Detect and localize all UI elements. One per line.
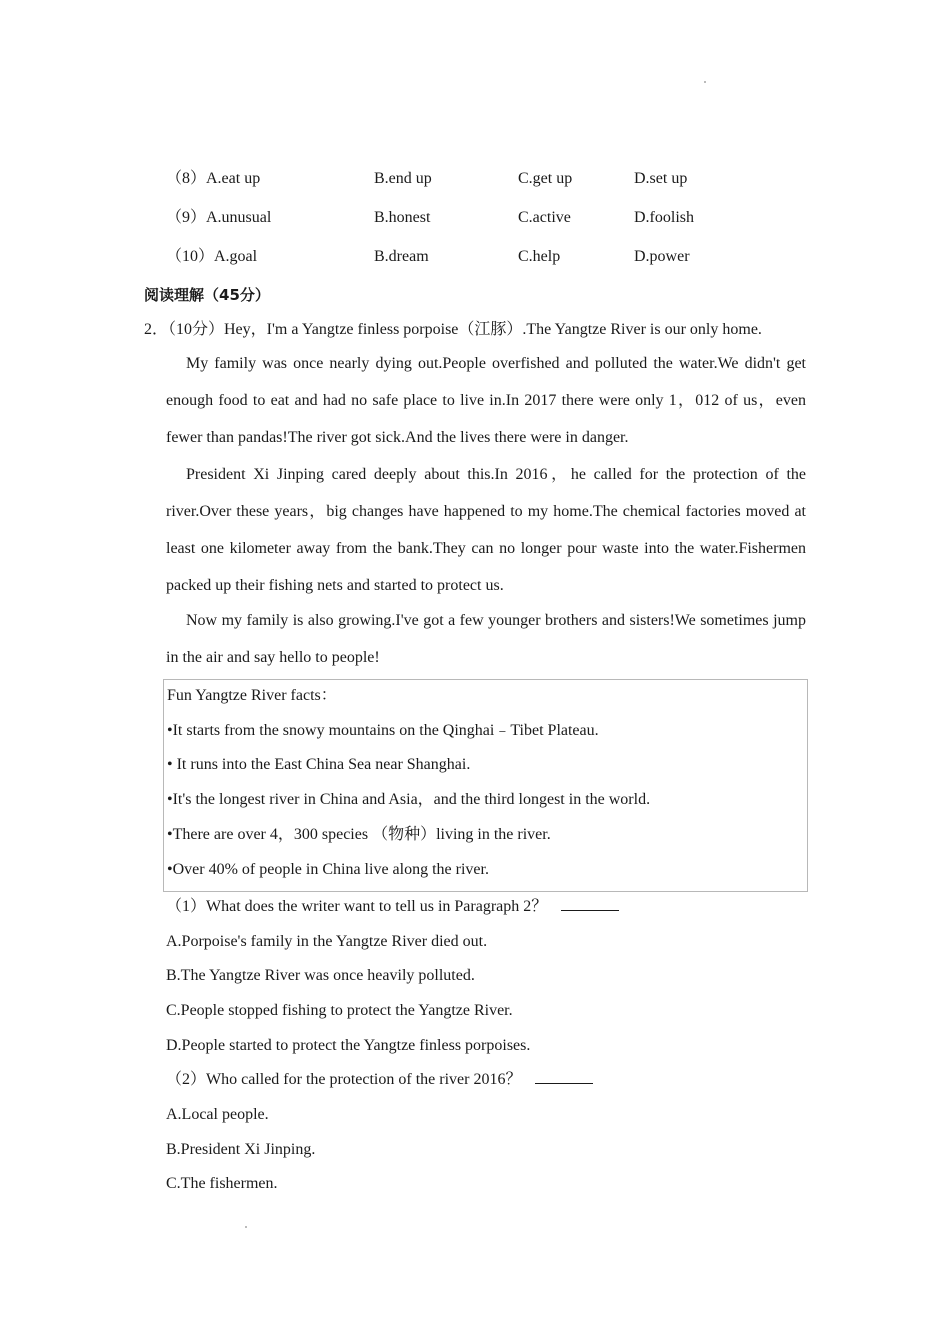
- option-c: C.active: [518, 209, 571, 226]
- choice-item: C.People stopped fishing to protect the Yangtze River.: [166, 1002, 513, 1019]
- question-1-text: （1）What does the writer want to tell us in Paragraph 2？: [166, 898, 548, 915]
- option-a: （8）A.eat up: [166, 170, 261, 187]
- fact-item: •Over 40% of people in China live along the river.: [167, 861, 489, 878]
- question-2-text: （2）Who called for the protection of the river 2016？: [166, 1071, 522, 1088]
- choice-item: B.The Yangtze River was once heavily polluted.: [166, 967, 475, 984]
- option-row-8: [0, 168, 950, 190]
- option-c: C.get up: [518, 170, 573, 187]
- corner-dot-top: [704, 81, 706, 83]
- option-row-10: [0, 246, 950, 268]
- option-c: C.help: [518, 248, 561, 265]
- choice-item: B.President Xi Jinping.: [166, 1141, 316, 1158]
- paragraph-3: Now my family is also growing.I've got a few younger brothers and sisters!We sometimes jump in the air and say hello to people!: [166, 612, 806, 666]
- section-heading: 阅读理解（45分）: [144, 286, 270, 304]
- paragraph-1: My family was once nearly dying out.People overfished and polluted the water.We didn't get enough food to eat and had no safe place to live in.In 2017 there were only 1，012 of us，even fewer than pandas!The river got sick.And the lives there were in danger.: [166, 355, 806, 446]
- question-1-stem: [166, 896, 619, 918]
- option-d: D.power: [634, 248, 690, 265]
- fact-item: •It's the longest river in China and Asia，and the third longest in the world.: [167, 791, 651, 808]
- facts-box: [163, 679, 808, 892]
- fact-item: •It starts from the snowy mountains on the Qinghai﹣Tibet Plateau.: [167, 722, 599, 739]
- fact-item: • It runs into the East China Sea near Shanghai.: [167, 756, 471, 773]
- option-a: （9）A.unusual: [166, 209, 272, 226]
- choice-item: C.The fishermen.: [166, 1175, 278, 1192]
- fact-item: •There are over 4，300 species （物种）living in the river.: [167, 826, 551, 843]
- corner-dot-bottom: [245, 1226, 247, 1228]
- paragraph-2: President Xi Jinping cared deeply about this.In 2016，he called for the protection of the river.Over these years，big changes have happened to my home.The chemical factories moved at least one kilometer away from the bank.They can no longer pour waste into the water.Fishermen packed up their fishing nets and started to protect us.: [166, 466, 806, 594]
- choice-item: A.Local people.: [166, 1106, 269, 1123]
- option-d: D.foolish: [634, 209, 694, 226]
- option-d: D.set up: [634, 170, 688, 187]
- answer-blank[interactable]: [535, 1069, 593, 1084]
- question-2-stem: [166, 1069, 593, 1091]
- choice-item: A.Porpoise's family in the Yangtze River died out.: [166, 933, 488, 950]
- option-row-9: [0, 207, 950, 229]
- option-b: B.end up: [374, 170, 432, 187]
- question-2-intro: 2．（10分）Hey，I'm a Yangtze finless porpoise（江豚）.The Yangtze River is our only home.: [144, 321, 762, 338]
- answer-blank[interactable]: [561, 896, 619, 911]
- option-b: B.honest: [374, 209, 431, 226]
- facts-title: Fun Yangtze River facts：: [167, 687, 337, 704]
- option-b: B.dream: [374, 248, 429, 265]
- choice-item: D.People started to protect the Yangtze finless porpoises.: [166, 1037, 531, 1054]
- option-a: （10）A.goal: [166, 248, 258, 265]
